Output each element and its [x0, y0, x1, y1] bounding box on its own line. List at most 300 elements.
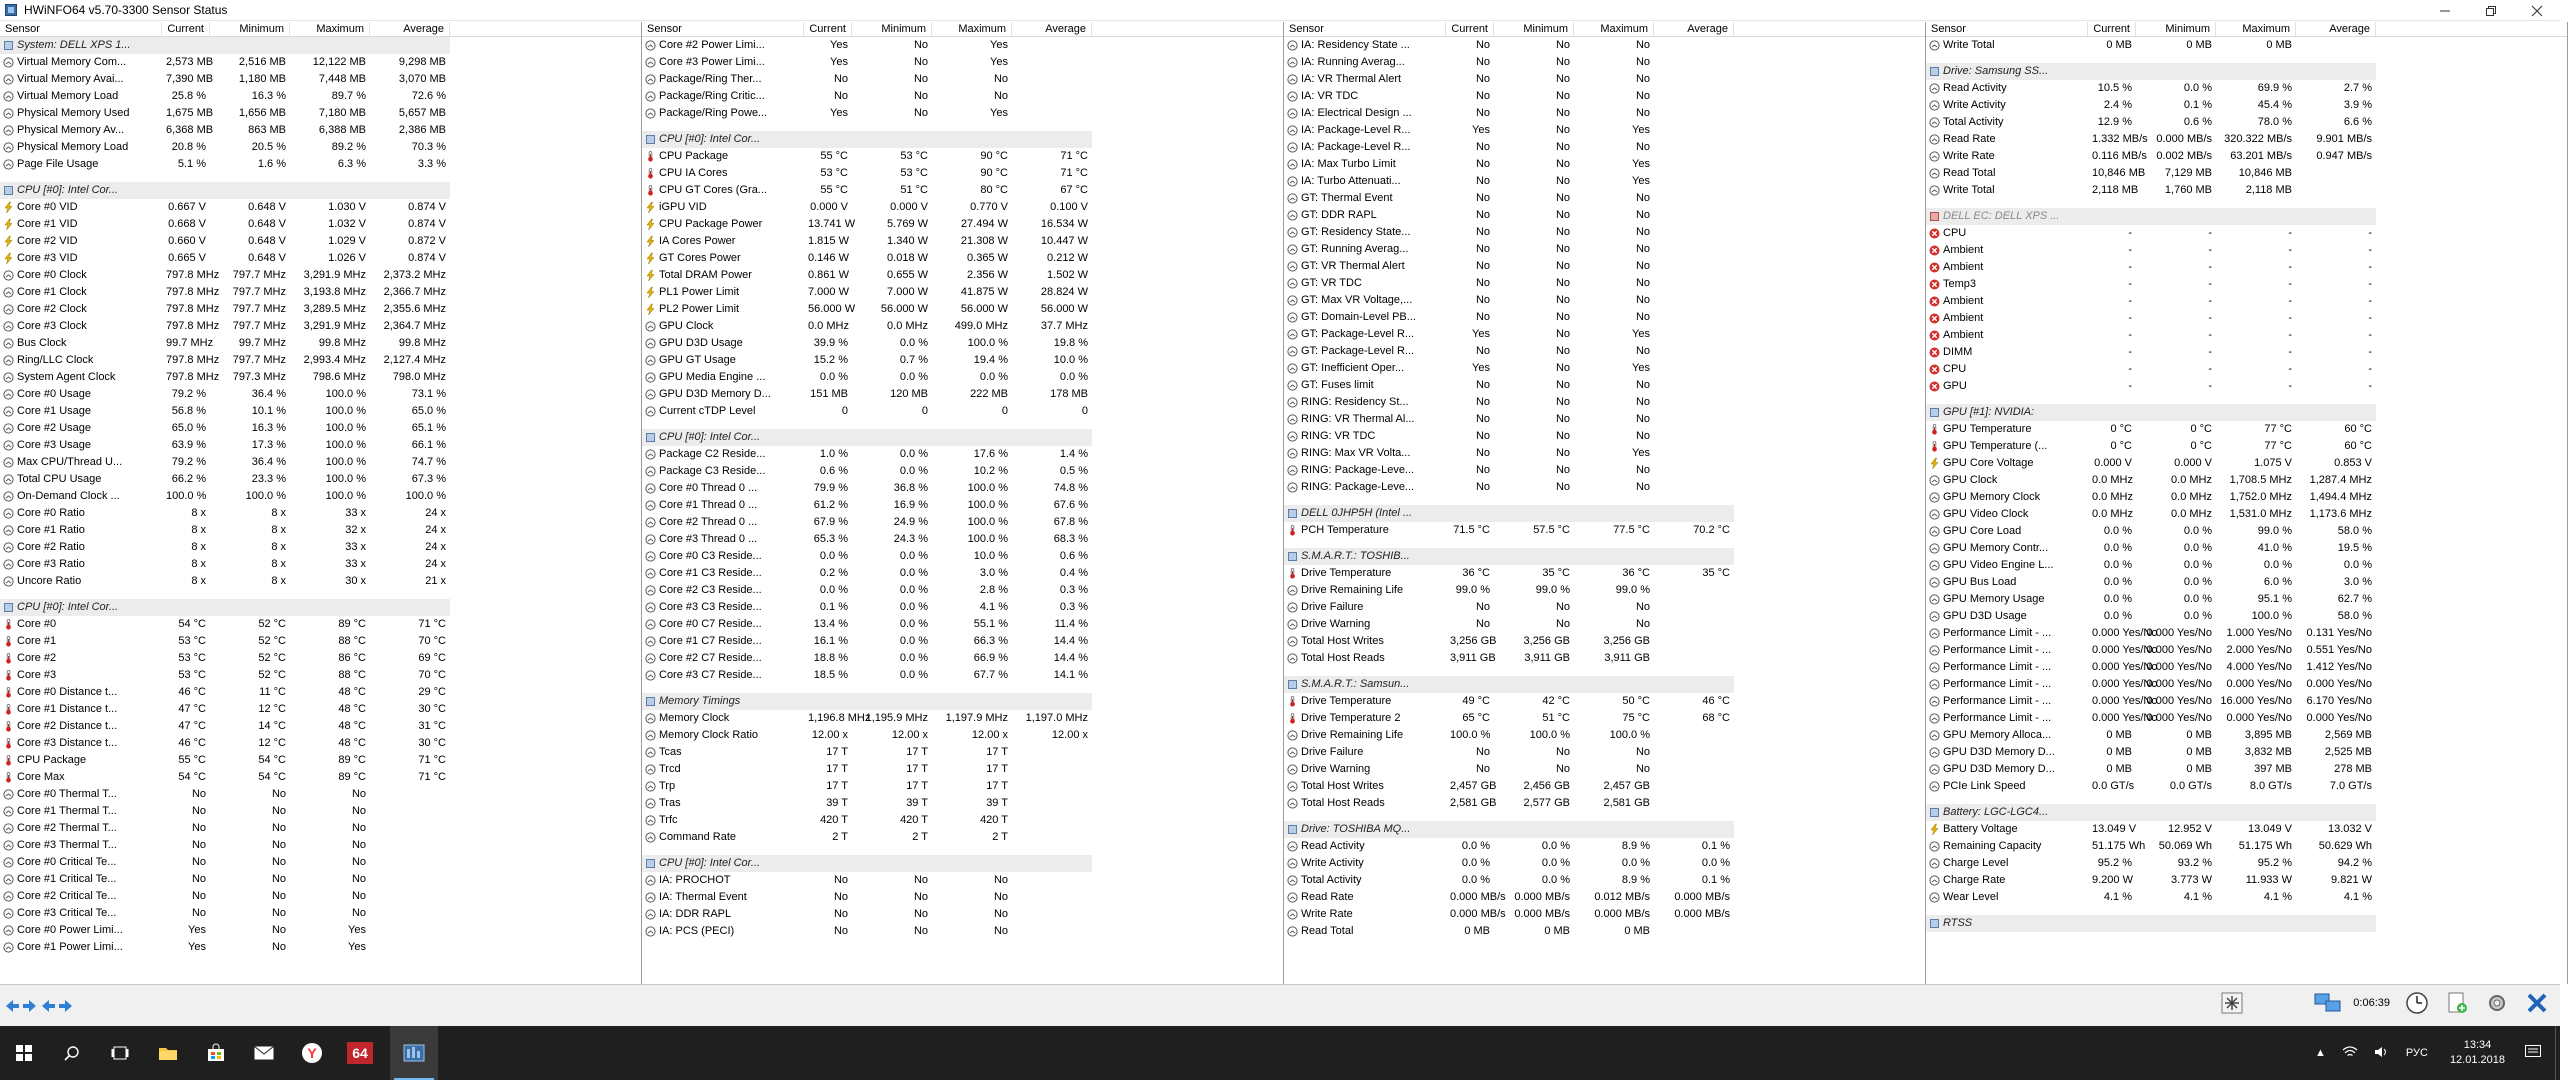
sensor-row[interactable]	[1926, 225, 2567, 242]
current-value: 53 °C	[178, 635, 206, 647]
sensor-row[interactable]	[1284, 71, 1925, 88]
column-header-average[interactable]: Average	[1654, 22, 1734, 37]
sensor-gauge-icon	[1287, 798, 1298, 809]
sensor-name: Performance Limit - ...	[1943, 644, 2052, 656]
sensor-row[interactable]	[1284, 761, 1925, 778]
minimum-value: 99.7 MHz	[238, 337, 286, 349]
column-header-maximum[interactable]: Maximum	[932, 22, 1012, 37]
sensor-row[interactable]	[0, 301, 641, 318]
sensor-row[interactable]	[0, 701, 641, 718]
sensor-row[interactable]	[1284, 599, 1925, 616]
sensor-row[interactable]	[1284, 872, 1925, 889]
sensor-row[interactable]	[1926, 710, 2567, 727]
sensor-row[interactable]	[642, 352, 1283, 369]
sensor-row[interactable]	[642, 480, 1283, 497]
sensor-row[interactable]	[642, 182, 1283, 199]
average-value	[1012, 54, 1092, 71]
sensor-row[interactable]	[642, 54, 1283, 71]
sensor-row[interactable]	[1284, 778, 1925, 795]
sensor-row[interactable]	[642, 582, 1283, 599]
sensor-row[interactable]	[0, 369, 641, 386]
sensor-gauge-icon	[3, 406, 14, 417]
sensor-row[interactable]	[0, 650, 641, 667]
sensor-panel[interactable]	[642, 22, 1284, 984]
sensor-row[interactable]	[642, 599, 1283, 616]
sensor-row[interactable]	[642, 744, 1283, 761]
close-sensors-icon[interactable]	[2522, 991, 2552, 1015]
sensor-row[interactable]	[1284, 923, 1925, 940]
column-header-minimum[interactable]: Minimum	[210, 22, 290, 37]
sensor-row[interactable]	[642, 812, 1283, 829]
sensor-group-header[interactable]	[1926, 63, 2376, 80]
minimum-value: 0	[921, 405, 928, 417]
sensor-row[interactable]	[0, 216, 641, 233]
sensor-group-header[interactable]	[1284, 676, 1734, 693]
sensor-group-header[interactable]	[1284, 821, 1734, 838]
sensor-row[interactable]	[642, 71, 1283, 88]
sensor-row[interactable]	[1926, 148, 2567, 165]
sensor-row[interactable]	[0, 667, 641, 684]
sensor-row[interactable]	[0, 820, 641, 837]
maximum-value: Yes	[1632, 447, 1650, 459]
sensor-row[interactable]	[1926, 276, 2567, 293]
sensor-row[interactable]	[0, 122, 641, 139]
column-header-maximum[interactable]: Maximum	[1574, 22, 1654, 37]
sensor-row[interactable]	[1284, 37, 1925, 54]
maximum-value: 1,752.0 MHz	[2229, 491, 2292, 503]
sensor-row[interactable]	[642, 872, 1283, 889]
sensor-row[interactable]	[642, 386, 1283, 403]
sensor-group-header[interactable]	[1926, 208, 2376, 225]
sensor-name: CPU IA Cores	[659, 167, 728, 179]
sensor-row[interactable]	[642, 216, 1283, 233]
sensor-row[interactable]	[642, 829, 1283, 846]
sensor-row[interactable]	[642, 199, 1283, 216]
sensor-row[interactable]	[642, 497, 1283, 514]
sensor-row[interactable]	[1926, 642, 2567, 659]
network-tray-icon[interactable]	[2342, 1046, 2358, 1061]
sensor-row[interactable]	[1284, 795, 1925, 812]
navigate-right-button[interactable]	[42, 994, 72, 1018]
sensor-row[interactable]	[1926, 114, 2567, 131]
sensor-row[interactable]	[1284, 377, 1925, 394]
sensor-row[interactable]	[1926, 506, 2567, 523]
clock-icon[interactable]	[2402, 991, 2432, 1015]
sensor-row[interactable]	[1926, 421, 2567, 438]
column-header-average[interactable]: Average	[370, 22, 450, 37]
average-value	[2296, 165, 2376, 182]
sensor-row[interactable]	[642, 889, 1283, 906]
sensor-row[interactable]	[1284, 428, 1925, 445]
sensor-row[interactable]	[1284, 173, 1925, 190]
sensor-row[interactable]	[0, 454, 641, 471]
sensor-row[interactable]	[1926, 727, 2567, 744]
sensor-group-header[interactable]	[0, 182, 450, 199]
column-header-maximum[interactable]: Maximum	[290, 22, 370, 37]
sensor-row[interactable]	[1284, 565, 1925, 582]
sensor-row[interactable]	[0, 735, 641, 752]
group-chip-icon	[1287, 551, 1298, 562]
sensor-row[interactable]	[0, 539, 641, 556]
sensor-row[interactable]	[1926, 378, 2567, 395]
sensor-row[interactable]	[642, 727, 1283, 744]
sensor-row[interactable]	[1926, 625, 2567, 642]
column-header-minimum[interactable]: Minimum	[852, 22, 932, 37]
sensor-row[interactable]	[1926, 344, 2567, 361]
sensor-row[interactable]	[1926, 97, 2567, 114]
sensor-row[interactable]	[1284, 360, 1925, 377]
sensor-row[interactable]	[0, 837, 641, 854]
sensor-row[interactable]	[642, 250, 1283, 267]
sensor-row[interactable]	[1926, 693, 2567, 710]
sensor-row[interactable]	[1926, 744, 2567, 761]
sensor-row[interactable]	[0, 803, 641, 820]
sensor-row[interactable]	[1926, 821, 2567, 838]
sensor-row[interactable]	[0, 871, 641, 888]
sensor-group-header[interactable]	[1926, 915, 2376, 932]
sensor-row[interactable]	[642, 105, 1283, 122]
sensor-panel[interactable]	[0, 22, 642, 984]
sensor-row[interactable]	[1926, 293, 2567, 310]
sensor-row[interactable]	[0, 488, 641, 505]
sensor-group-header[interactable]	[1926, 804, 2376, 821]
sensor-row[interactable]	[0, 335, 641, 352]
column-header-current[interactable]: Current	[162, 22, 210, 37]
current-value: 0.0 %	[2103, 576, 2132, 588]
sensor-row[interactable]	[1284, 411, 1925, 428]
sensor-row[interactable]	[1926, 659, 2567, 676]
sensor-row[interactable]	[1284, 479, 1925, 496]
sensor-row[interactable]	[1284, 54, 1925, 71]
sensor-row[interactable]	[1284, 105, 1925, 122]
sensor-name: GPU D3D Memory D...	[1943, 763, 2055, 775]
sensor-row[interactable]	[1284, 462, 1925, 479]
sensor-group-header[interactable]	[642, 693, 1092, 710]
sensor-row[interactable]	[642, 616, 1283, 633]
sensor-row[interactable]	[642, 795, 1283, 812]
average-value	[1654, 275, 1734, 292]
sensor-row[interactable]	[1284, 309, 1925, 326]
sensor-name: System Agent Clock	[17, 371, 116, 383]
sensor-row[interactable]	[1926, 889, 2567, 906]
search-icon[interactable]	[48, 1026, 96, 1080]
sensor-row[interactable]	[1926, 761, 2567, 778]
sensor-row[interactable]	[1926, 523, 2567, 540]
sensor-name: RING: VR Thermal Al...	[1301, 413, 1415, 425]
sensor-name: Read Rate	[1301, 891, 1354, 903]
sensor-row[interactable]	[0, 769, 641, 786]
sensor-row[interactable]	[642, 37, 1283, 54]
sensor-row[interactable]	[0, 854, 641, 871]
sensor-row[interactable]	[1926, 591, 2567, 608]
sensor-panel[interactable]	[1284, 22, 1926, 984]
sensor-row[interactable]	[642, 565, 1283, 582]
sensor-row[interactable]	[642, 710, 1283, 727]
sensor-row[interactable]	[0, 437, 641, 454]
yandex-browser-icon[interactable]	[288, 1026, 336, 1080]
sensor-row[interactable]	[1926, 182, 2567, 199]
sensor-row[interactable]	[0, 633, 641, 650]
language-indicator[interactable]: РУС	[2405, 1047, 2428, 1059]
sensor-row[interactable]	[1284, 275, 1925, 292]
sensor-panel[interactable]	[1926, 22, 2568, 984]
sensor-row[interactable]	[1284, 207, 1925, 224]
sensor-row[interactable]	[1284, 889, 1925, 906]
task-view-icon[interactable]	[96, 1026, 144, 1080]
sensor-row[interactable]	[1926, 872, 2567, 889]
sensor-group-header[interactable]	[1926, 404, 2376, 421]
average-value	[2296, 37, 2376, 54]
sensor-row[interactable]	[1284, 650, 1925, 667]
sensor-group-header[interactable]	[642, 429, 1092, 446]
restore-button[interactable]	[2468, 0, 2514, 21]
settings-icon[interactable]	[2482, 991, 2512, 1015]
sensor-row[interactable]	[1284, 326, 1925, 343]
sensor-row[interactable]	[1926, 608, 2567, 625]
minimize-button[interactable]	[2422, 0, 2468, 21]
sensor-row[interactable]	[642, 446, 1283, 463]
sensor-name: Package/Ring Critic...	[659, 90, 765, 102]
taskbar-clock[interactable]	[2450, 1038, 2505, 1068]
sensor-row[interactable]	[1926, 242, 2567, 259]
column-header-sensor[interactable]: Sensor	[642, 22, 804, 37]
sensor-row[interactable]	[1284, 394, 1925, 411]
sensor-row[interactable]	[1284, 616, 1925, 633]
sensor-row[interactable]	[1926, 131, 2567, 148]
sensor-row[interactable]	[0, 88, 641, 105]
sensor-row[interactable]	[1284, 582, 1925, 599]
sensor-row[interactable]	[1284, 445, 1925, 462]
sensor-row[interactable]	[642, 923, 1283, 940]
average-value: 1,287.4 MHz	[2309, 474, 2372, 486]
sensor-row[interactable]	[1284, 156, 1925, 173]
sensor-row[interactable]	[1926, 259, 2567, 276]
sensor-row[interactable]	[0, 156, 641, 173]
sensor-row[interactable]	[0, 267, 641, 284]
sensor-name: RING: Residency St...	[1301, 396, 1409, 408]
sensor-row[interactable]	[0, 573, 641, 590]
minimum-value: 16.9 %	[893, 499, 928, 511]
sensor-row[interactable]	[642, 267, 1283, 284]
sensor-row[interactable]	[0, 318, 641, 335]
sensor-row[interactable]	[0, 352, 641, 369]
sensor-gauge-icon	[3, 91, 14, 102]
sensor-row[interactable]	[0, 386, 641, 403]
sensor-group-header[interactable]	[0, 37, 450, 54]
navigate-left-button[interactable]	[6, 994, 36, 1018]
sensor-row[interactable]	[0, 403, 641, 420]
sensor-row[interactable]	[1284, 522, 1925, 539]
sensor-row[interactable]	[642, 531, 1283, 548]
sensor-row[interactable]	[642, 369, 1283, 386]
sensor-row[interactable]	[0, 471, 641, 488]
sensor-row[interactable]	[1284, 139, 1925, 156]
sensor-row[interactable]	[0, 556, 641, 573]
sensor-row[interactable]	[1926, 80, 2567, 97]
column-header-current[interactable]: Current	[804, 22, 852, 37]
sensor-name: IA Cores Power	[659, 235, 736, 247]
sensor-row[interactable]	[642, 88, 1283, 105]
sensor-group-header[interactable]	[1284, 505, 1734, 522]
column-header-sensor[interactable]: Sensor	[0, 22, 162, 37]
maximum-value: 3,256 GB	[1603, 635, 1650, 647]
sensor-row[interactable]	[1284, 224, 1925, 241]
sensor-row[interactable]	[1284, 838, 1925, 855]
sensor-row[interactable]	[0, 54, 641, 71]
sensor-row[interactable]	[1284, 693, 1925, 710]
sensor-row[interactable]	[1926, 327, 2567, 344]
sensor-row[interactable]	[1926, 165, 2567, 182]
sensor-row[interactable]	[642, 284, 1283, 301]
current-value: 0.000 MB/s	[1450, 891, 1506, 903]
volume-tray-icon[interactable]	[2374, 1046, 2390, 1061]
sensor-row[interactable]	[0, 284, 641, 301]
sensor-row[interactable]	[0, 250, 641, 267]
sensor-row[interactable]	[0, 71, 641, 88]
sensor-row[interactable]	[642, 650, 1283, 667]
minimum-value: 4.1 %	[2183, 891, 2212, 903]
sensor-row[interactable]	[0, 233, 641, 250]
average-value: 71 °C	[1060, 167, 1088, 179]
sensor-row[interactable]	[1284, 343, 1925, 360]
sensor-row[interactable]	[642, 667, 1283, 684]
sensor-row[interactable]	[642, 633, 1283, 650]
sensor-row[interactable]	[1926, 37, 2567, 54]
sensor-row[interactable]	[0, 505, 641, 522]
current-value: 0.0 %	[2103, 610, 2132, 622]
file-explorer-icon[interactable]	[144, 1026, 192, 1080]
group-label: CPU [#0]: Intel Cor...	[659, 133, 761, 145]
sensor-row[interactable]	[642, 514, 1283, 531]
minimum-value: 0 MB	[2186, 763, 2212, 775]
sensor-row[interactable]	[642, 403, 1283, 420]
sensor-row[interactable]	[0, 922, 641, 939]
sensor-row[interactable]	[0, 939, 641, 956]
sensor-row[interactable]	[1926, 557, 2567, 574]
sensor-row[interactable]	[1284, 906, 1925, 923]
sensor-row[interactable]	[1926, 574, 2567, 591]
sensor-row[interactable]	[1926, 540, 2567, 557]
sensor-row[interactable]	[1284, 710, 1925, 727]
column-header-minimum[interactable]: Minimum	[2136, 22, 2216, 37]
sensor-row[interactable]	[1284, 190, 1925, 207]
sensor-row[interactable]	[1284, 744, 1925, 761]
column-header-minimum[interactable]: Minimum	[1494, 22, 1574, 37]
sensor-row[interactable]	[1926, 855, 2567, 872]
sensor-row[interactable]	[642, 906, 1283, 923]
sensor-row[interactable]	[0, 752, 641, 769]
maximum-value: 3,895 MB	[2244, 729, 2292, 741]
column-header-current[interactable]: Current	[2088, 22, 2136, 37]
group-spacer	[642, 684, 1283, 693]
sensor-row[interactable]	[0, 888, 641, 905]
sensor-row[interactable]	[0, 905, 641, 922]
current-value: 46 °C	[178, 737, 206, 749]
sensor-group-header[interactable]	[1284, 548, 1734, 565]
sensor-row[interactable]	[1284, 292, 1925, 309]
sensor-row[interactable]	[0, 105, 641, 122]
sensor-row[interactable]	[1926, 489, 2567, 506]
sensor-group-header[interactable]	[642, 855, 1092, 872]
sensor-name: GPU Bus Load	[1943, 576, 2017, 588]
column-header-sensor[interactable]: Sensor	[1284, 22, 1446, 37]
sensor-row[interactable]	[0, 139, 641, 156]
sensor-row[interactable]	[1284, 258, 1925, 275]
sensor-row[interactable]	[0, 718, 641, 735]
sensor-row[interactable]	[642, 148, 1283, 165]
sensor-row[interactable]	[1284, 122, 1925, 139]
store-icon[interactable]	[192, 1026, 240, 1080]
sensor-row[interactable]	[642, 761, 1283, 778]
sensor-row[interactable]	[642, 463, 1283, 480]
hwinfo-taskbar-button[interactable]	[336, 1026, 384, 1080]
sensor-row[interactable]	[1284, 88, 1925, 105]
sensor-group-header[interactable]	[0, 599, 450, 616]
maximum-value: 1.000 Yes/No	[2226, 627, 2292, 639]
tray-expand-icon[interactable]: ▲	[2315, 1047, 2326, 1059]
current-value: Yes	[188, 941, 206, 953]
sensor-row[interactable]	[1926, 472, 2567, 489]
column-header-average[interactable]: Average	[2296, 22, 2376, 37]
add-report-icon[interactable]	[2442, 991, 2472, 1015]
sensor-row[interactable]	[1926, 838, 2567, 855]
column-header-current[interactable]: Current	[1446, 22, 1494, 37]
notifications-icon[interactable]	[2525, 1045, 2541, 1062]
sensor-name: GPU Clock	[659, 320, 714, 332]
sensor-row[interactable]	[1284, 241, 1925, 258]
sensor-row[interactable]	[1284, 727, 1925, 744]
sensor-row[interactable]	[0, 420, 641, 437]
sensor-row[interactable]	[642, 778, 1283, 795]
sensor-row[interactable]	[642, 233, 1283, 250]
close-button[interactable]	[2514, 0, 2560, 21]
hwinfo-sensors-taskbar-button[interactable]	[390, 1026, 438, 1080]
sensor-name: Core #1 Thermal T...	[17, 805, 117, 817]
sensor-row[interactable]	[0, 616, 641, 633]
sensor-row[interactable]	[1926, 455, 2567, 472]
sensor-row[interactable]	[1926, 361, 2567, 378]
sensor-row[interactable]	[0, 786, 641, 803]
sensor-row[interactable]	[1284, 633, 1925, 650]
start-windows-icon[interactable]	[0, 1026, 48, 1080]
sensor-row[interactable]	[1284, 855, 1925, 872]
layout-icon[interactable]	[2217, 991, 2247, 1015]
sensor-row[interactable]	[642, 165, 1283, 182]
sensor-row[interactable]	[0, 199, 641, 216]
sensor-row[interactable]	[642, 548, 1283, 565]
sensor-gauge-icon	[1929, 841, 1940, 852]
sensor-row[interactable]	[0, 522, 641, 539]
sensor-row[interactable]	[1926, 438, 2567, 455]
sensor-row[interactable]	[1926, 778, 2567, 795]
column-header-average[interactable]: Average	[1012, 22, 1092, 37]
column-header-sensor[interactable]: Sensor	[1926, 22, 2088, 37]
column-header-maximum[interactable]: Maximum	[2216, 22, 2296, 37]
maximum-value: 50 °C	[1622, 695, 1650, 707]
sensor-row[interactable]	[1926, 676, 2567, 693]
network-icon[interactable]	[2313, 991, 2343, 1015]
sensor-group-header[interactable]	[642, 131, 1092, 148]
mail-icon[interactable]	[240, 1026, 288, 1080]
show-desktop-button[interactable]	[2555, 1026, 2560, 1080]
sensor-row[interactable]	[642, 301, 1283, 318]
minimum-value: 0.648 V	[248, 235, 286, 247]
sensor-row[interactable]	[642, 335, 1283, 352]
sensor-row[interactable]	[642, 318, 1283, 335]
sensor-row[interactable]	[0, 684, 641, 701]
sensor-row[interactable]	[1926, 310, 2567, 327]
maximum-value: 2,993.4 MHz	[303, 354, 366, 366]
